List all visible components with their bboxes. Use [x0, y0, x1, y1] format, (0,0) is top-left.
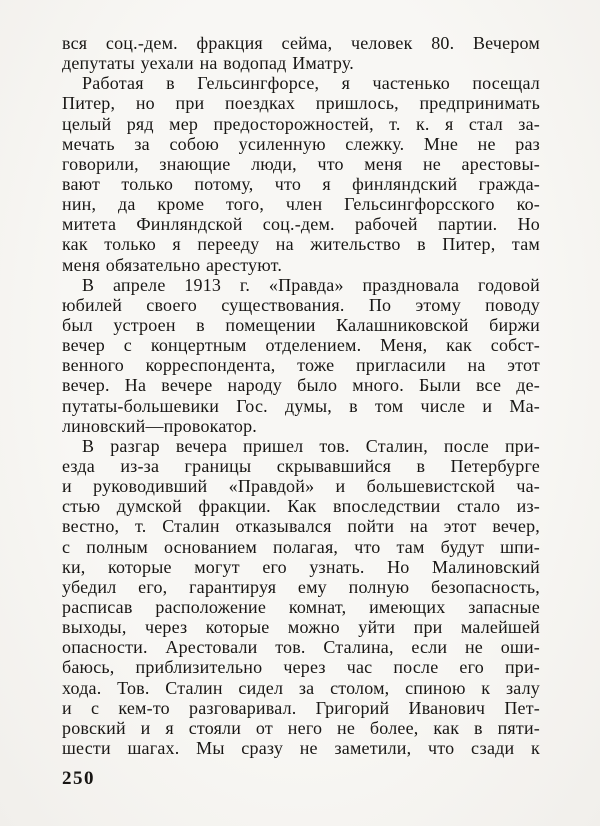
text-line: выходы, через которые можно уйти при малейшей — [62, 617, 540, 638]
text-line: целый ряд мер предосторожностей, т. к. я стал за- — [62, 113, 540, 134]
page-text — [62, 33, 540, 758]
text-line: путаты-большевики Гос. думы, в том числе и Ма- — [62, 395, 540, 416]
text-line: опасности. Арестовали тов. Сталина, если не оши- — [62, 637, 540, 658]
text-line: шести шагах. Мы сразу не заметили, что сзади к — [62, 737, 540, 758]
text-line: меня обязательно арестуют. — [62, 254, 283, 275]
text-line: баюсь, приблизительно через час после его при- — [62, 657, 540, 678]
text-line: митета Финляндской соц.-дем. рабочей партии. Но — [62, 214, 540, 235]
text-line: ки, которые могут его узнать. Но Малиновский — [62, 556, 540, 577]
text-line: с полным основанием полагая, что там будут шпи- — [62, 536, 540, 557]
text-line: стью думской фракции. Как впоследствии стало из- — [62, 496, 540, 517]
text-line: хода. Тов. Сталин сидел за столом, спиною к залу — [62, 677, 540, 698]
text-line: езда из-за границы скрывавшийся в Петербурге — [62, 455, 540, 476]
text-line: юбилей своего существования. По этому поводу — [62, 294, 540, 315]
text-line: как только я перееду на жительство в Питер, там — [62, 234, 540, 255]
text-line: В разгар вечера пришел тов. Сталин, после при- — [82, 435, 540, 456]
text-line: нин, да кроме того, член Гельсингфорсского ко- — [62, 194, 540, 215]
text-line: вся соц.-дем. фракция сейма, человек 80. Вечером — [62, 33, 540, 53]
text-line: вечер с концертным отделением. Меня, как собст- — [62, 335, 540, 356]
text-line: Питер, но при поездках пришлось, предпринимать — [62, 93, 540, 114]
text-line: вают только потому, что я финляндский гражда- — [62, 173, 540, 194]
text-line: депутаты уехали на водопад Иматру. — [62, 53, 354, 74]
page-number: 250 — [62, 768, 95, 789]
text-line: и с кем-то разговаривал. Григорий Иванович Пет- — [62, 697, 540, 718]
text-line: говорили, знающие люди, что меня не арестовы- — [62, 153, 540, 174]
text-line: Работая в Гельсингфорсе, я частенько посещал — [82, 73, 540, 94]
text-line: мечать за собою усиленную слежку. Мне не раз — [62, 133, 540, 154]
text-line: вечер. На вечере народу было много. Были все де- — [62, 375, 540, 396]
text-line: В апреле 1913 г. «Правда» праздновала годовой — [82, 274, 540, 295]
text-line: и руководивший «Правдой» и большевистской ча- — [62, 476, 540, 497]
text-line: был устроен в помещении Калашниковской биржи — [62, 314, 540, 335]
text-line: ровский и я стояли от него не более, как в пяти- — [62, 717, 540, 738]
text-line: вестно, т. Сталин отказывался пойти на этот вечер, — [62, 516, 540, 537]
text-line: венного корреспондента, тоже пригласили на этот — [62, 355, 540, 376]
text-line: убедил его, гарантируя ему полную безопасность, — [62, 576, 540, 597]
text-line: линовский—провокатор. — [62, 415, 257, 436]
text-line: расписав расположение комнат, имеющих запасные — [62, 596, 540, 617]
